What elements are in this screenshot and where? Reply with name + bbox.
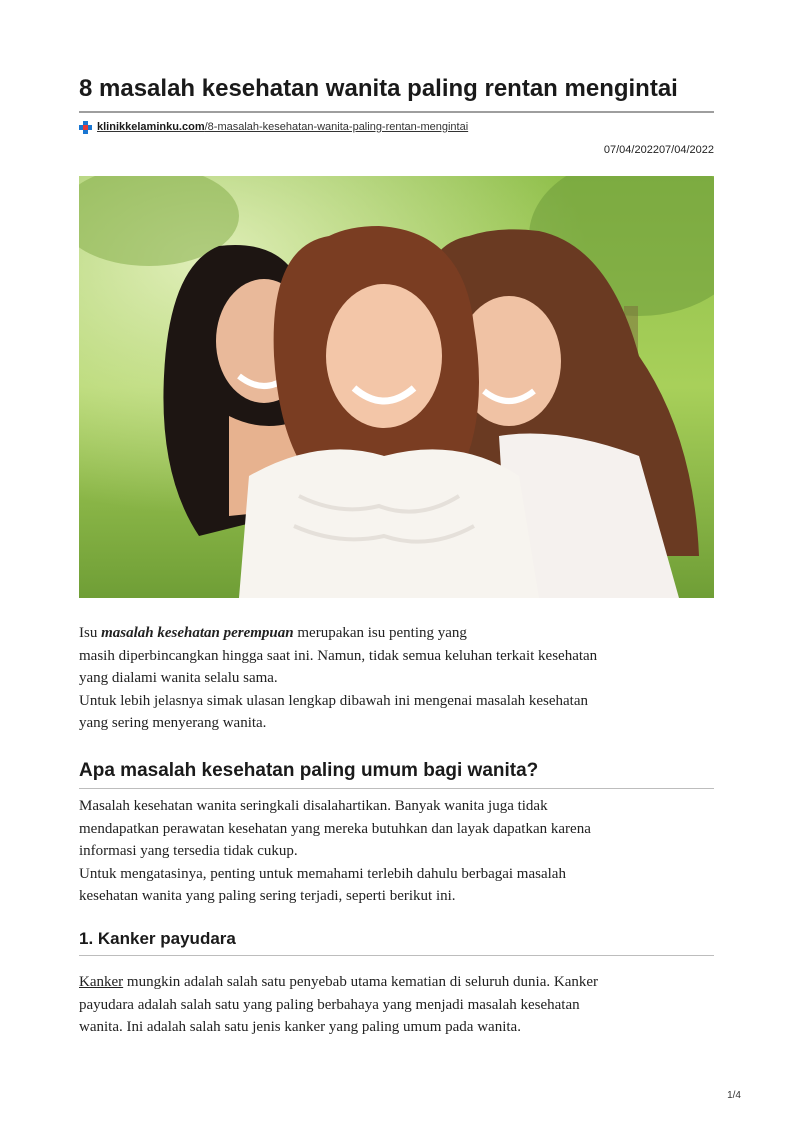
- medical-cross-icon: [79, 121, 92, 134]
- section1-line4: Untuk mengatasinya, penting untuk memahami terlebih dahulu berbagai masalah: [79, 865, 566, 882]
- section2-paragraph: [79, 971, 719, 1039]
- title-divider: [79, 111, 714, 113]
- section1-line3: informasi yang tersedia tidak cukup.: [79, 843, 298, 859]
- source-link-row: [79, 119, 468, 135]
- section1-line1: Masalah kesehatan wanita seringkali disalahartikan. Banyak wanita juga tidak: [79, 798, 548, 814]
- three-women-photo: [79, 176, 714, 598]
- section-heading-common-problems: Apa masalah kesehatan paling umum bagi wanita?: [79, 760, 539, 781]
- intro-line2: masih diperbincangkan hingga saat ini. Namun, tidak semua keluhan terkait kesehatan: [79, 647, 598, 664]
- page-number: 1/4: [727, 1090, 741, 1101]
- cancer-link[interactable]: Kanker: [79, 974, 124, 990]
- subsection-divider: [79, 955, 714, 956]
- article-date: 07/04/202207/04/2022: [603, 144, 714, 156]
- intro-paragraph: [79, 622, 719, 735]
- section-heading-breast-cancer: 1. Kanker payudara: [79, 929, 236, 948]
- hero-photo: [79, 176, 714, 598]
- section2-line2: payudara adalah salah satu yang paling berbahaya yang menjadi masalah kesehatan: [79, 996, 580, 1013]
- section1-paragraph: [79, 795, 719, 908]
- source-domain: klinikkelaminku.com: [97, 121, 205, 133]
- source-link[interactable]: [97, 121, 468, 133]
- section1-line5: kesehatan wanita yang paling sering terjadi, seperti berikut ini.: [79, 888, 456, 904]
- intro-line4: Untuk lebih jelasnya simak ulasan lengkap dibawah ini mengenai masalah kesehatan: [79, 692, 589, 709]
- intro-prefix: Isu: [79, 625, 102, 641]
- source-path: /8-masalah-kesehatan-wanita-paling-rentan-mengintai: [204, 121, 469, 133]
- section2-line3: wanita. Ini adalah salah satu jenis kanker yang paling umum pada wanita.: [79, 1019, 521, 1035]
- intro-line3: yang dialami wanita selalu sama.: [79, 670, 278, 686]
- section1-line2: mendapatkan perawatan kesehatan yang mereka butuhkan dan layak dapatkan karena: [79, 820, 591, 837]
- intro-line1: merupakan isu penting yang: [293, 625, 467, 641]
- article-title: 8 masalah kesehatan wanita paling rentan mengintai: [79, 75, 678, 102]
- intro-line5: yang sering menyerang wanita.: [79, 715, 267, 731]
- intro-emphasis: masalah kesehatan perempuan: [101, 625, 294, 641]
- section2-line1: mungkin adalah salah satu penyebab utama kematian di seluruh dunia. Kanker: [123, 974, 599, 990]
- section-divider: [79, 788, 714, 789]
